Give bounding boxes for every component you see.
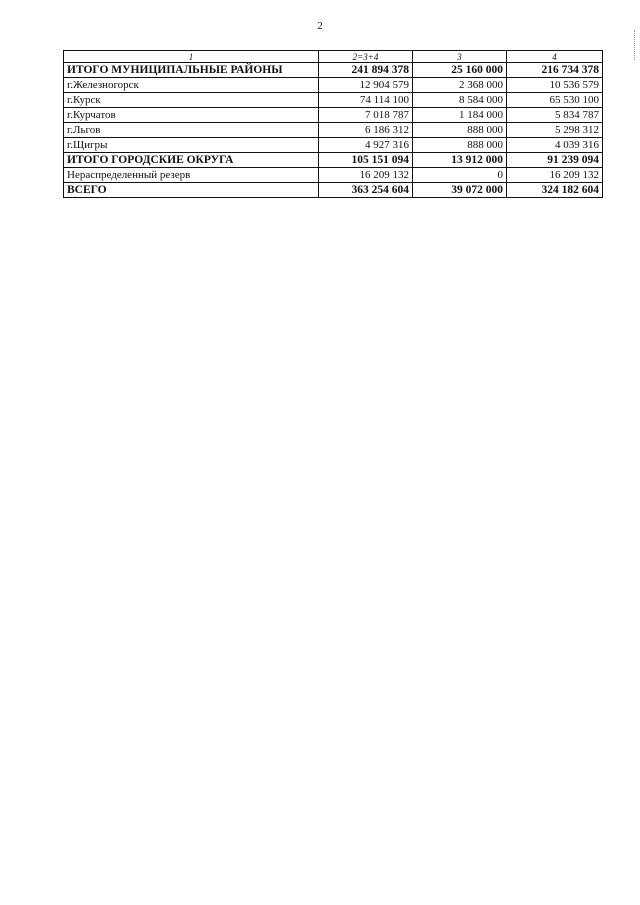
table-total-row [64, 153, 603, 168]
table-row [64, 138, 603, 153]
total-value-cell: 363 254 604 [319, 183, 413, 198]
table-total-row [64, 183, 603, 198]
column-4-value-cell: 324 182 604 [507, 183, 603, 198]
total-value-cell: 6 186 312 [319, 123, 413, 138]
column-3-value-cell: 1 184 000 [413, 108, 507, 123]
column-header: 3 [413, 51, 507, 63]
total-value-cell: 105 151 094 [319, 153, 413, 168]
column-4-value-cell: 4 039 316 [507, 138, 603, 153]
table-header-row [64, 51, 603, 63]
table-row [64, 108, 603, 123]
table-row [64, 93, 603, 108]
row-name-cell: ВСЕГО [64, 183, 319, 198]
column-4-value-cell: 216 734 378 [507, 63, 603, 78]
column-4-value-cell: 5 834 787 [507, 108, 603, 123]
margin-mark [634, 30, 638, 60]
table-total-row [64, 63, 603, 78]
column-4-value-cell: 16 209 132 [507, 168, 603, 183]
total-value-cell: 4 927 316 [319, 138, 413, 153]
table-row [64, 123, 603, 138]
column-3-value-cell: 888 000 [413, 123, 507, 138]
total-value-cell: 74 114 100 [319, 93, 413, 108]
row-name-cell: ИТОГО ГОРОДСКИЕ ОКРУГА [64, 153, 319, 168]
total-value-cell: 7 018 787 [319, 108, 413, 123]
column-4-value-cell: 65 530 100 [507, 93, 603, 108]
page-number: 2 [317, 20, 323, 32]
row-name-cell: ИТОГО МУНИЦИПАЛЬНЫЕ РАЙОНЫ [64, 63, 319, 78]
row-name-cell: г.Льгов [64, 123, 319, 138]
column-3-value-cell: 888 000 [413, 138, 507, 153]
column-4-value-cell: 5 298 312 [507, 123, 603, 138]
column-header: 4 [507, 51, 603, 63]
column-3-value-cell: 8 584 000 [413, 93, 507, 108]
column-4-value-cell: 91 239 094 [507, 153, 603, 168]
table-row [64, 168, 603, 183]
row-name-cell: г.Курчатов [64, 108, 319, 123]
column-3-value-cell: 25 160 000 [413, 63, 507, 78]
row-name-cell: г.Железногорск [64, 78, 319, 93]
column-header: 2=3+4 [319, 51, 413, 63]
table-row [64, 78, 603, 93]
column-3-value-cell: 2 368 000 [413, 78, 507, 93]
total-value-cell: 241 894 378 [319, 63, 413, 78]
data-table [63, 50, 603, 198]
row-name-cell: г.Курск [64, 93, 319, 108]
total-value-cell: 16 209 132 [319, 168, 413, 183]
column-header: 1 [64, 51, 319, 63]
row-name-cell: Нераспределенный резерв [64, 168, 319, 183]
column-3-value-cell: 39 072 000 [413, 183, 507, 198]
table-body [64, 63, 603, 198]
column-4-value-cell: 10 536 579 [507, 78, 603, 93]
column-3-value-cell: 0 [413, 168, 507, 183]
total-value-cell: 12 904 579 [319, 78, 413, 93]
row-name-cell: г.Щигры [64, 138, 319, 153]
column-3-value-cell: 13 912 000 [413, 153, 507, 168]
